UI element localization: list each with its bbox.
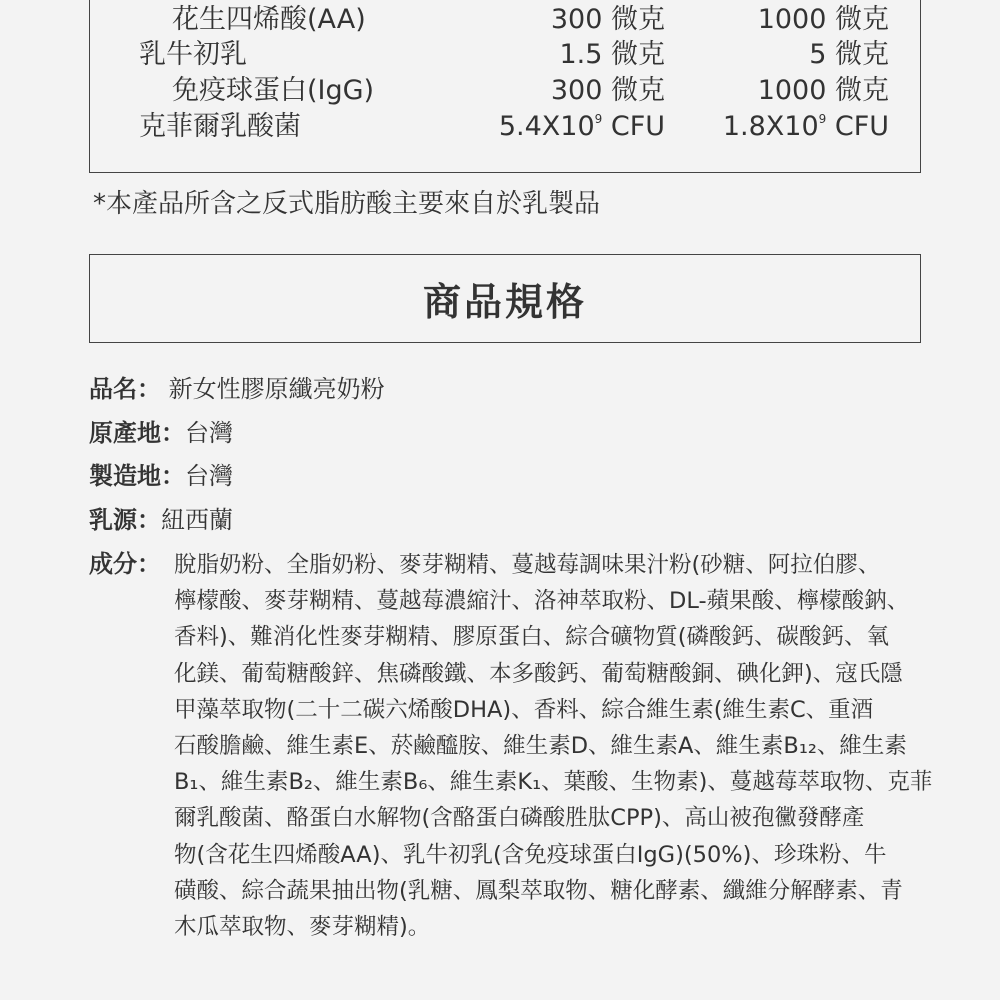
manufacture-value: 台灣 (185, 462, 233, 490)
origin-value: 台灣 (185, 419, 233, 447)
nutrient-value-per-100g: $1.8X10^9$ CFU (722, 111, 889, 142)
milk-source-label: 乳源： (89, 506, 161, 534)
nutrient-value-per-100g: 1000 微克 (757, 75, 889, 106)
nutrient-name: 乳牛初乳 (139, 39, 247, 70)
nutrient-value-per-serving: $5.4X10^9$ CFU (498, 111, 665, 142)
section-title: 商品規格 (422, 280, 587, 324)
manufacture-label: 製造地： (89, 462, 185, 490)
ingredients-line: 爾乳酸菌、酪蛋白水解物(含酪蛋白磷酸胜肽CPP)、高山被孢黴發酵產 (174, 805, 865, 832)
spec-header-box (89, 254, 921, 343)
nutrition-table (89, 0, 921, 173)
nutrition-row (90, 37, 920, 73)
nutrition-row (90, 109, 920, 145)
milk-source-row (89, 503, 233, 537)
nutrient-value-per-100g: 1000 微克 (757, 4, 889, 35)
ingredients-line: 化鎂、葡萄糖酸鋅、焦磷酸鐵、本多酸鈣、葡萄糖酸銅、碘化鉀)、寇氏隱 (174, 660, 903, 687)
ingredients-line: B₁、維生素B₂、維生素B₆、維生素K₁、葉酸、生物素)、蔓越莓萃取物、克菲 (174, 769, 933, 796)
nutrient-value-per-100g: 5 微克 (809, 39, 889, 70)
nutrient-name: 克菲爾乳酸菌 (139, 111, 301, 142)
ingredients-line: 甲藻萃取物(二十二碳六烯酸DHA)、香料、綜合維生素(維生素C、重酒 (174, 696, 874, 723)
ingredients-line: 石酸膽鹼、維生素E、菸鹼醯胺、維生素D、維生素A、維生素B₁₂、維生素 (174, 732, 907, 759)
ingredients-line: 物(含花生四烯酸AA)、乳牛初乳(含免疫球蛋白IgG)(50%)、珍珠粉、牛 (174, 841, 887, 868)
ingredients-text (174, 548, 954, 946)
nutrient-name: 花生四烯酸(AA) (172, 4, 366, 35)
nutrition-row (90, 73, 920, 109)
product-name-value: 新女性膠原纖亮奶粉 (161, 375, 385, 403)
manufacture-row (89, 459, 233, 493)
nutrient-value-per-serving: 1.5 微克 (559, 39, 665, 70)
ingredients-line: 磺酸、綜合蔬果抽出物(乳糖、鳳梨萃取物、糖化酵素、纖維分解酵素、青 (174, 877, 903, 904)
product-name-label: 品名： (89, 375, 161, 403)
origin-label: 原產地： (89, 419, 185, 447)
ingredients-line: 木瓜萃取物、麥芽糊精)。 (174, 913, 431, 940)
nutrient-value-per-serving: 300 微克 (550, 4, 665, 35)
nutrition-row (90, 2, 920, 38)
product-name-row (89, 372, 385, 406)
ingredients-line: 脫脂奶粉、全脂奶粉、麥芽糊精、蔓越莓調味果汁粉(砂糖、阿拉伯膠、 (174, 552, 881, 578)
ingredients-line: 檸檬酸、麥芽糊精、蔓越莓濃縮汁、洛神萃取粉、DL-蘋果酸、檸檬酸鈉、 (174, 588, 910, 615)
ingredients-line: 香料)、難消化性麥芽糊精、膠原蛋白、綜合礦物質(磷酸鈣、碳酸鈣、氧 (174, 624, 890, 651)
ingredients-label: 成分： (89, 550, 161, 578)
nutrient-value-per-serving: 300 微克 (550, 75, 665, 106)
origin-row (89, 416, 233, 450)
nutrient-name: 免疫球蛋白(IgG) (172, 75, 375, 106)
milk-source-value: 紐西蘭 (161, 506, 233, 534)
trans-fat-footnote: *本產品所含之反式脂肪酸主要來自於乳製品 (93, 189, 601, 219)
